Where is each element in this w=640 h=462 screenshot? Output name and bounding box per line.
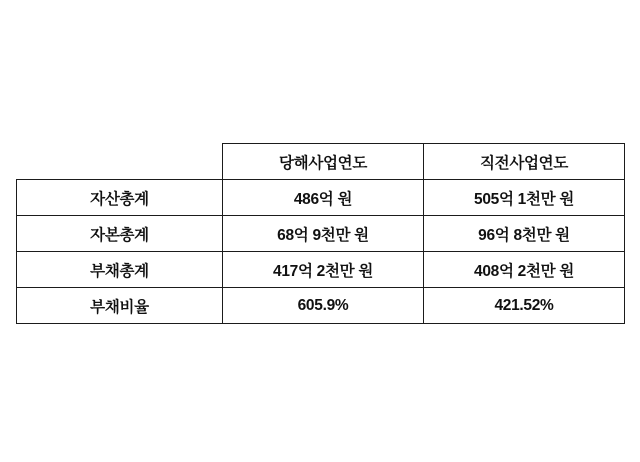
table-row — [17, 180, 625, 216]
cell-current-year: 417억 2천만 원 — [223, 252, 424, 288]
row-label: 자본총계 — [17, 216, 223, 252]
column-header-previous-year: 직전사업연도 — [424, 144, 625, 180]
table-row — [17, 252, 625, 288]
cell-previous-year: 505억 1천만 원 — [424, 180, 625, 216]
table-row — [17, 288, 625, 324]
table-header-row — [17, 144, 625, 180]
cell-previous-year: 96억 8천만 원 — [424, 216, 625, 252]
cell-previous-year: 408억 2천만 원 — [424, 252, 625, 288]
financial-summary-table — [16, 143, 625, 324]
table-corner-cell — [17, 144, 223, 180]
cell-current-year: 68억 9천만 원 — [223, 216, 424, 252]
table-row — [17, 216, 625, 252]
column-header-current-year: 당해사업연도 — [223, 144, 424, 180]
cell-current-year: 605.9% — [223, 288, 424, 324]
row-label: 부채비율 — [17, 288, 223, 324]
cell-current-year: 486억 원 — [223, 180, 424, 216]
row-label: 자산총계 — [17, 180, 223, 216]
cell-previous-year: 421.52% — [424, 288, 625, 324]
row-label: 부채총계 — [17, 252, 223, 288]
